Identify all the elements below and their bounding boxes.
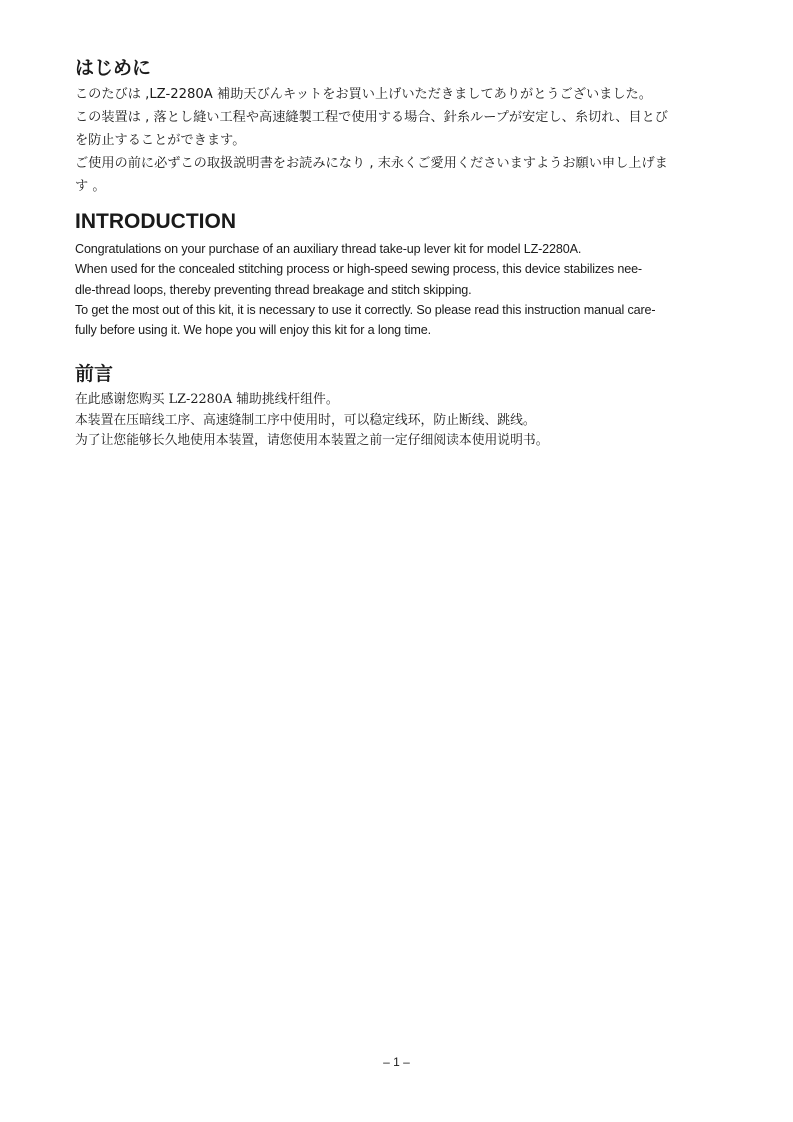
english-line: fully before using it. We hope you will enjoy this kit for a long time. — [75, 323, 431, 338]
english-line: Congratulations on your purchase of an auxiliary thread take-up lever kit for model LZ-2280A. — [75, 242, 582, 256]
japanese-line: す 。 — [75, 179, 106, 194]
chinese-line: 为了让您能够长久地使用本装置，请您使用本装置之前一定仔细阅读本使用说明书。 — [75, 433, 549, 448]
japanese-heading: はじめに — [75, 57, 152, 79]
chinese-line: 在此感谢您购买 LZ-2280A 辅助挑线杆组件。 — [75, 392, 339, 407]
english-introduction — [75, 209, 715, 340]
english-line: When used for the concealed stitching process or high-speed sewing process, this device stabilizes nee- — [75, 262, 642, 277]
chinese-heading: 前言 — [75, 363, 114, 385]
english-heading: INTRODUCTION — [75, 210, 236, 233]
english-line: dle-thread loops, thereby preventing thread breakage and stitch skipping. — [75, 282, 472, 297]
japanese-line: を防止することができます。 — [75, 133, 246, 148]
japanese-line: このたびは ,LZ-2280A 補助天びんキットをお買い上げいただきましてありがとうございました。 — [75, 87, 652, 102]
english-line: To get the most out of this kit, it is necessary to use it correctly. So please read this instruction manual care- — [75, 302, 656, 317]
page-number: – 1 – — [383, 1055, 410, 1069]
chinese-line: 本装置在压暗线工序、高速缝制工序中使用时，可以稳定线环，防止断线、跳线。 — [75, 412, 536, 428]
japanese-line: ご使用の前に必ずこの取扱説明書をお読みになり , 末永くご愛用くださいますようお願い申し上げま — [75, 156, 668, 171]
chinese-introduction — [75, 362, 715, 452]
japanese-introduction — [75, 56, 715, 198]
japanese-line: この装置は , 落とし縫い工程や高速縫製工程で使用する場合、針糸ループが安定し、糸切れ、目とび — [75, 110, 668, 125]
